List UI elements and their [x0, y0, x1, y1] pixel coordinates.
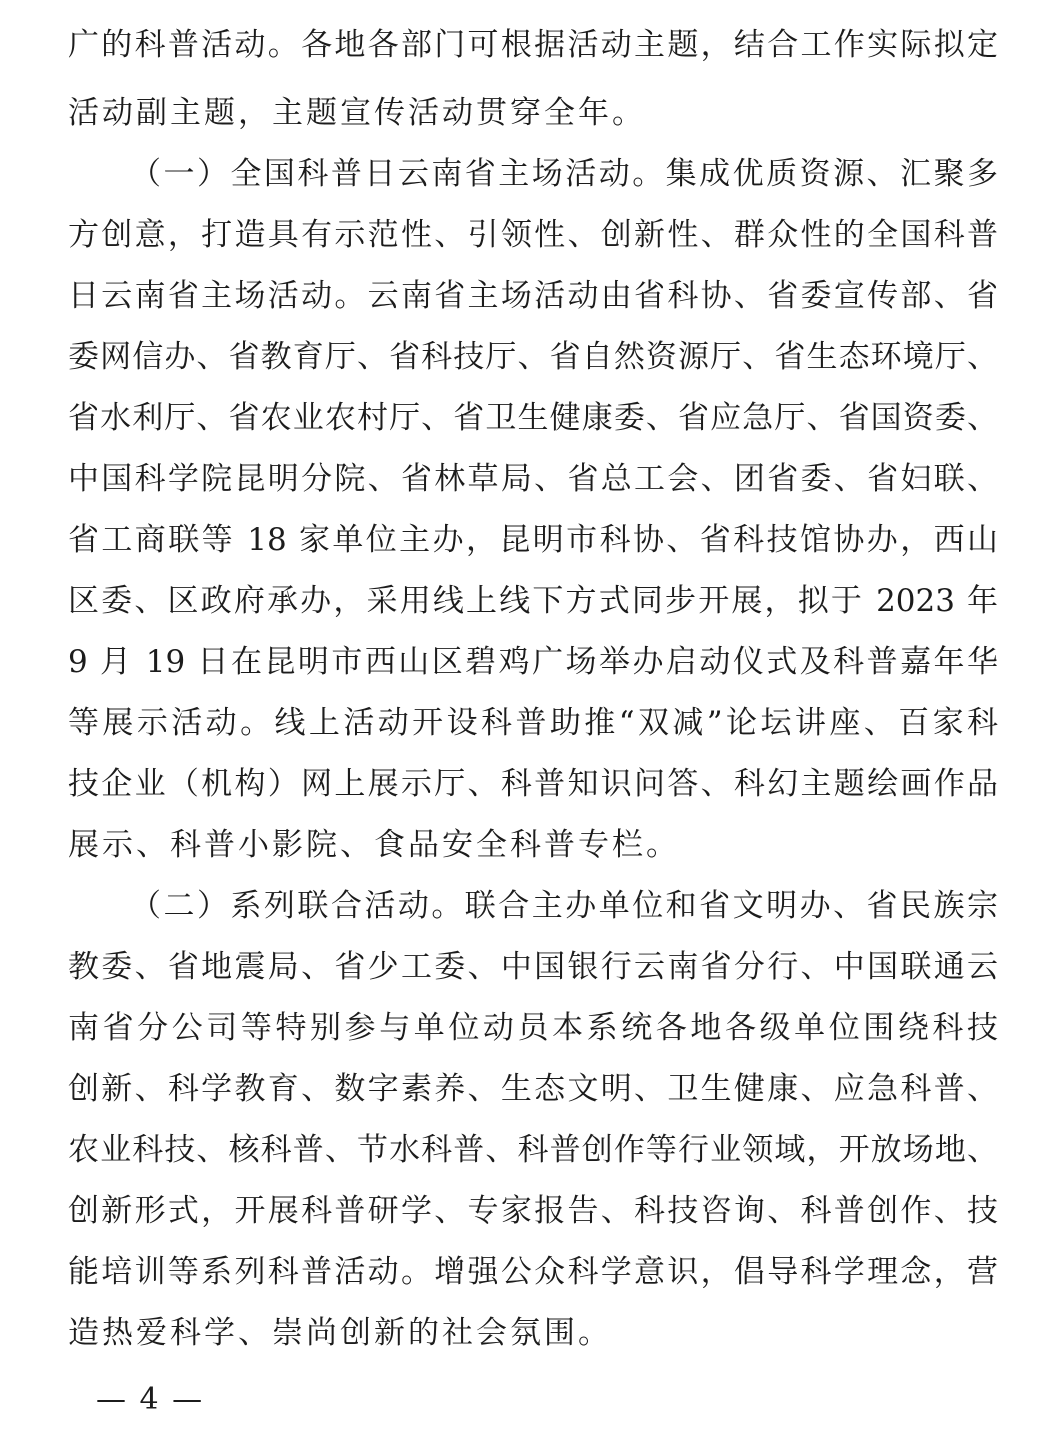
- text-line: 日云南省主场活动。云南省主场活动由省科协、省委宣传部、省: [68, 278, 998, 314]
- section-heading-line: （一）全国科普日云南省主场活动。集成优质资源、汇聚多: [130, 156, 998, 192]
- text-line: 教委、省地震局、省少工委、中国银行云南省分行、中国联通云: [68, 949, 998, 985]
- section-heading-line: （二）系列联合活动。联合主办单位和省文明办、省民族宗: [130, 888, 998, 924]
- text-line: 方创意，打造具有示范性、引领性、创新性、群众性的全国科普: [68, 217, 998, 253]
- text-line: 能培训等系列科普活动。增强公众科学意识，倡导科学理念，营: [68, 1254, 998, 1290]
- text-line: 广的科普活动。各地各部门可根据活动主题，结合工作实际拟定: [68, 27, 998, 63]
- text-line: 技企业（机构）网上展示厅、科普知识问答、科幻主题绘画作品: [68, 766, 998, 802]
- text-line: 南省分公司等特别参与单位动员本系统各地各级单位围绕科技: [68, 1010, 998, 1046]
- text-line: 9 月 19 日在昆明市西山区碧鸡广场举办启动仪式及科普嘉年华: [68, 644, 998, 680]
- text-line: 活动副主题，主题宣传活动贯穿全年。: [68, 95, 646, 131]
- text-line: 中国科学院昆明分院、省林草局、省总工会、团省委、省妇联、: [68, 461, 998, 497]
- text-line: 创新形式，开展科普研学、专家报告、科技咨询、科普创作、技: [68, 1193, 998, 1229]
- text-line: 等展示活动。线上活动开设科普助推“双减”论坛讲座、百家科: [68, 705, 998, 741]
- text-line: 展示、科普小影院、食品安全科普专栏。: [68, 827, 680, 863]
- text-line: 造热爱科学、崇尚创新的社会氛围。: [68, 1315, 612, 1351]
- text-line: 农业科技、核科普、节水科普、科普创作等行业领域，开放场地、: [68, 1132, 998, 1168]
- text-line: 省工商联等 18 家单位主办，昆明市科协、省科技馆协办，西山: [68, 522, 998, 558]
- text-line: 委网信办、省教育厅、省科技厅、省自然资源厅、省生态环境厅、: [68, 339, 998, 375]
- page-number: — 4 —: [96, 1382, 205, 1417]
- text-line: 省水利厅、省农业农村厅、省卫生健康委、省应急厅、省国资委、: [68, 400, 998, 436]
- text-line: 区委、区政府承办，采用线上线下方式同步开展，拟于 2023 年: [68, 583, 998, 619]
- text-line: 创新、科学教育、数字素养、生态文明、卫生健康、应急科普、: [68, 1071, 998, 1107]
